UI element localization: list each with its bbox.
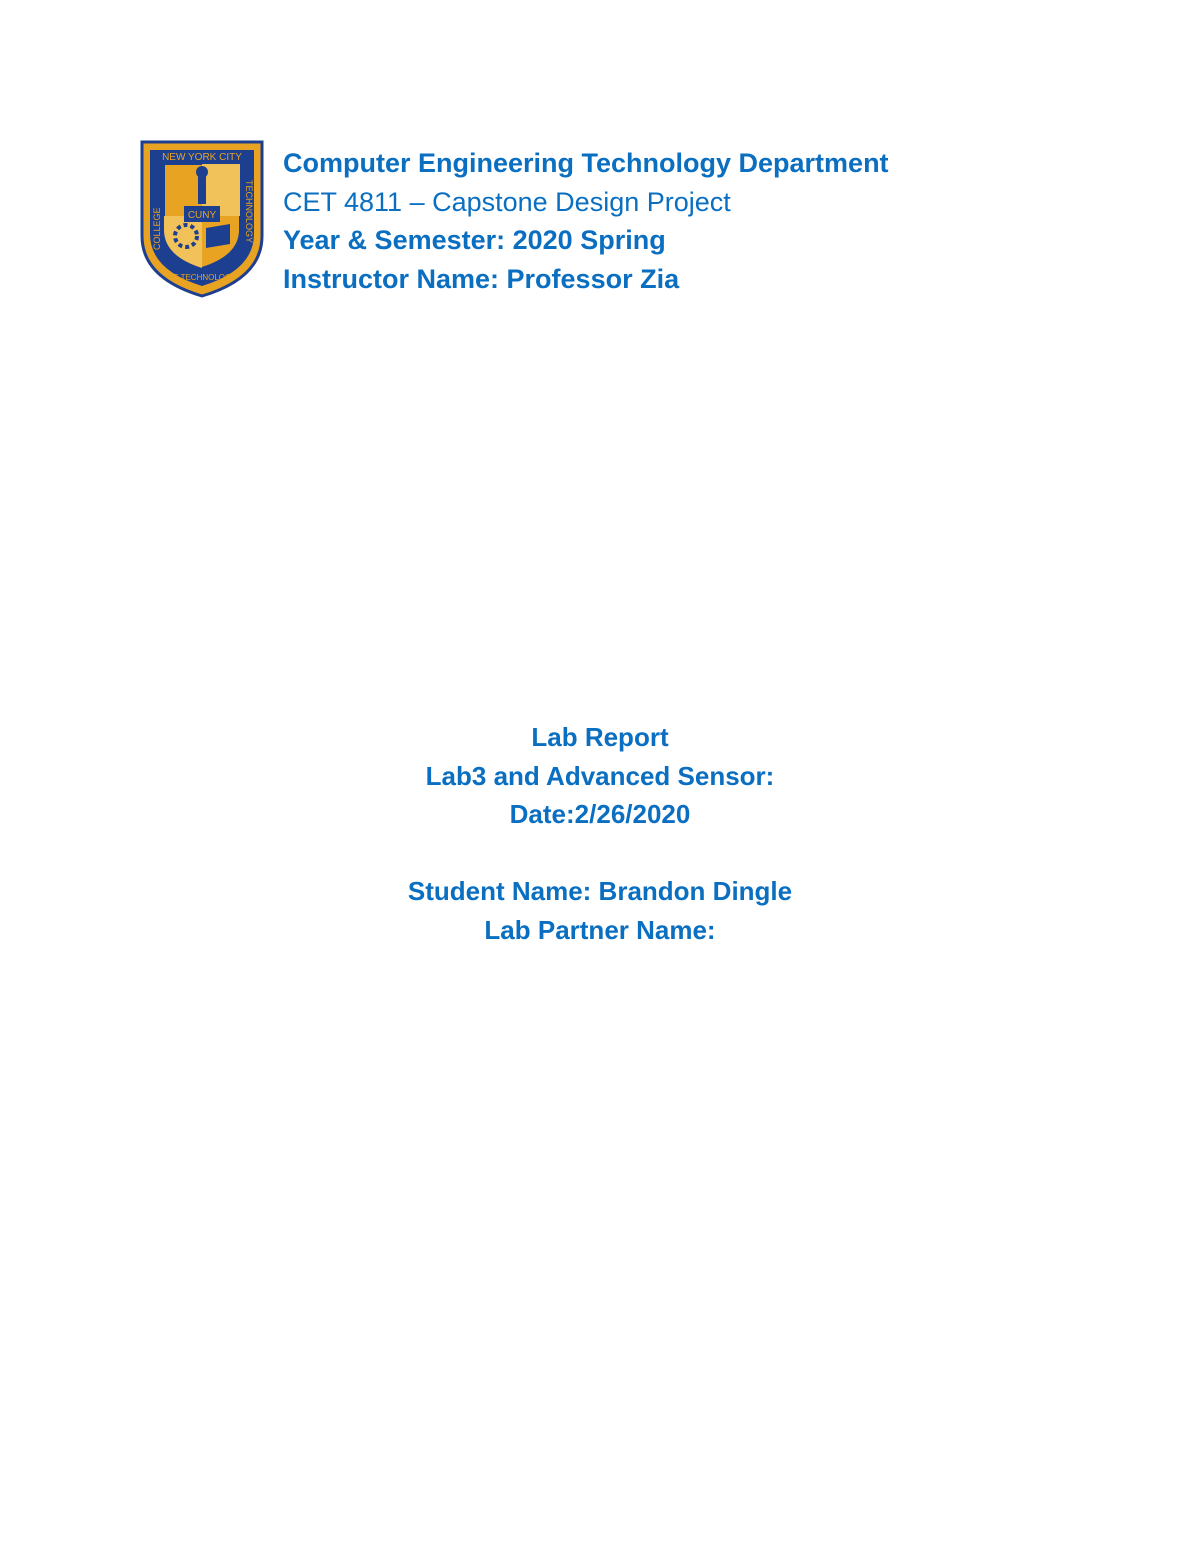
instructor-line: Instructor Name: Professor Zia (283, 263, 680, 294)
college-seal-logo (140, 140, 264, 298)
svg-text:OF TECHNOLOGY: OF TECHNOLOGY (167, 273, 237, 282)
student-name: Student Name: Brandon Dingle (407, 876, 793, 906)
course-header (283, 144, 1143, 298)
svg-text:COLLEGE: COLLEGE (152, 207, 162, 250)
student-info-block (300, 872, 900, 949)
course-title: CET 4811 – Capstone Design Project (283, 186, 731, 217)
semester-line: Year & Semester: 2020 Spring (283, 225, 666, 255)
svg-text:TECHNOLOGY: TECHNOLOGY (244, 180, 254, 244)
department-name: Computer Engineering Technology Department (283, 148, 889, 178)
svg-text:CUNY: CUNY (187, 210, 217, 221)
report-subtitle: Lab3 and Advanced Sensor: (425, 760, 775, 791)
report-title: Lab Report (531, 722, 669, 752)
svg-text:NEW YORK CITY: NEW YORK CITY (162, 152, 242, 163)
report-title-block (300, 718, 900, 834)
report-date: Date:2/26/2020 (509, 799, 691, 829)
lab-partner-name: Lab Partner Name: (484, 914, 716, 945)
